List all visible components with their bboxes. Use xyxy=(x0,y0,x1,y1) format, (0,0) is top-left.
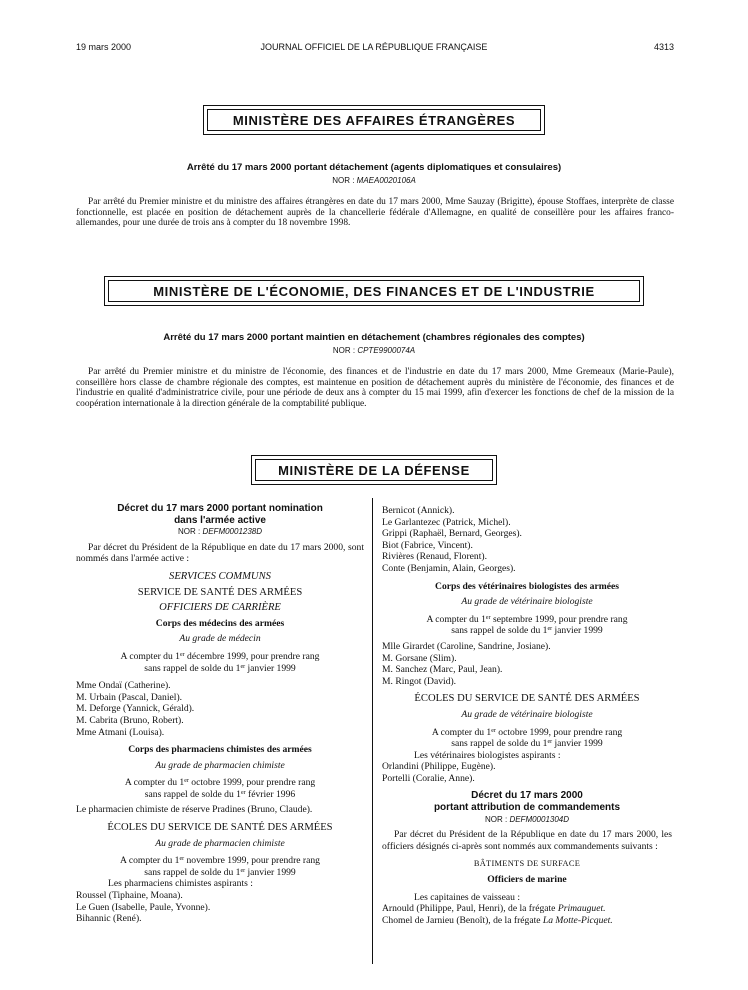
name-list xyxy=(382,641,672,687)
heading-officiers: OFFICIERS DE CARRIÈRE xyxy=(159,602,281,614)
list-item: Bernicot (Annick). xyxy=(382,505,455,516)
heading-batiments: BÂTIMENTS DE SURFACE xyxy=(473,859,581,869)
heading-services-communs: SERVICES COMMUNS xyxy=(169,570,271,582)
heading-officiers-marine: Officiers de marine xyxy=(487,874,567,886)
grade-label: Au grade de pharmacien chimiste xyxy=(155,759,285,771)
list-item: M. Deforge (Yannick, Gérald). xyxy=(76,703,195,715)
list-item: M. Ringot (David). xyxy=(382,675,457,687)
effective-date: sans rappel de solde du 1er janvier 1999 xyxy=(451,738,603,750)
arrete-text: Par arrêté du Premier ministre et du ministre des affaires étrangères en date du 17 mars 2000, Mme Sauzay (Brigitte), épouse Stoffaes, interprète de classe fonctionnelle, est placée en position de détachement auprès de la chancellerie fédérale d'Allemagne, en qualité de conseillère pour les affaires franco-allemandes, pour une durée de trois ans à compter du 18 novembre 1998. xyxy=(76,197,674,229)
name-list xyxy=(382,761,672,784)
heading-ecoles: ÉCOLES DU SERVICE DE SANTÉ DES ARMÉES xyxy=(107,822,333,834)
left-column xyxy=(76,503,364,925)
list-item: Arnould (Philippe, Paul, Henri), de la frégate Primauguet. xyxy=(382,903,606,915)
nor-reference: NOR : CPTE9900074A xyxy=(332,346,416,355)
list-item: Bihannic (René). xyxy=(76,913,142,925)
list-item: M. Sanchez (Marc, Paul, Jean). xyxy=(382,664,503,676)
heading-corps-pharmaciens: Corps des pharmaciens chimistes des armées xyxy=(128,744,312,756)
list-item: Le Garlantezec (Patrick, Michel). xyxy=(382,516,511,528)
name-list xyxy=(76,890,364,925)
ministry-title: MINISTÈRE DE LA DÉFENSE xyxy=(278,462,470,478)
list-item: Orlandini (Philippe, Eugène). xyxy=(382,761,496,773)
list-item: Biot (Fabrice, Vincent). xyxy=(382,539,473,551)
list-item: Mme Ondaï (Catherine). xyxy=(76,680,171,692)
name-list xyxy=(382,505,672,575)
header-journal-title: JOURNAL OFFICIEL DE LA RÉPUBLIQUE FRANÇAISE xyxy=(260,42,488,52)
list-item: Portelli (Coralie, Anne). xyxy=(382,772,475,784)
effective-date: sans rappel de solde du 1er janvier 1999 xyxy=(451,625,603,637)
list-item: Roussel (Tiphaine, Moana). xyxy=(76,890,183,902)
list-item: Grippi (Raphaël, Bernard, Georges). xyxy=(382,528,522,540)
grade-label: Au grade de vétérinaire biologiste xyxy=(461,708,593,720)
effective-date: sans rappel de solde du 1er février 1996 xyxy=(144,788,296,800)
list-item: Chomel de Jarnieu (Benoît), de la frégate La Motte-Picquet. xyxy=(382,914,613,926)
arrete-text: Par arrêté du Premier ministre et du ministre de l'économie, des finances et de l'industrie en date du 17 mars 2000, Mme Gremeaux (Marie-Paule), conseillère hors classe de chambre régionale des comptes, est maintenue en position de détachement auprès du ministère de l'économie, des finances et de l'industrie en qualité d'administratrice civile, pour une période de deux ans à compter du 15 mai 1999, afin d'exercer les fonctions de chef de la mission de la coopération internationale à la direction générale de la comptabilité publique. xyxy=(76,367,674,409)
name-list xyxy=(76,680,364,738)
capitaines-label: Les capitaines de vaisseau : xyxy=(414,891,521,903)
heading-corps-veterinaires: Corps des vétérinaires biologistes des armées xyxy=(435,580,619,592)
effective-date: A compter du 1er octobre 1999, pour prendre rang xyxy=(124,777,316,789)
list-item: Mlle Girardet (Caroline, Sandrine, Josiane). xyxy=(382,640,551,652)
effective-date: A compter du 1er décembre 1999, pour prendre rang xyxy=(120,650,320,662)
header-page-number: 4313 xyxy=(653,42,674,52)
heading-ecoles: ÉCOLES DU SERVICE DE SANTÉ DES ARMÉES xyxy=(414,693,640,705)
aspirants-label: Les vétérinaires biologistes aspirants : xyxy=(414,749,561,761)
arrete-title: Arrêté du 17 mars 2000 portant maintien en détachement (chambres régionales des comptes) xyxy=(163,332,585,343)
grade-label: Au grade de pharmacien chimiste xyxy=(155,837,285,849)
header-date: 19 mars 2000 xyxy=(76,42,132,52)
grade-label: Au grade de vétérinaire biologiste xyxy=(461,596,593,608)
list-item: Mme Atmani (Louisa). xyxy=(76,726,165,738)
effective-date: sans rappel de solde du 1er janvier 1999 xyxy=(144,866,296,878)
decree-intro: Par décret du Président de la République en date du 17 mars 2000, sont nommés dans l'armée active : xyxy=(76,541,364,565)
column-divider xyxy=(372,498,373,964)
ministry-title: MINISTÈRE DE L'ÉCONOMIE, DES FINANCES ET DE L'INDUSTRIE xyxy=(153,283,595,299)
right-column xyxy=(382,505,672,926)
list-item: Conte (Benjamin, Alain, Georges). xyxy=(382,562,516,574)
heading-service-sante: SERVICE DE SANTÉ DES ARMÉES xyxy=(137,586,303,598)
ministry-box-foreign-affairs xyxy=(203,105,545,135)
decree-title: Décret du 17 mars 2000 portant nomination xyxy=(117,503,323,514)
effective-date: A compter du 1er octobre 1999, pour prendre rang xyxy=(431,726,623,738)
effective-date: A compter du 1er septembre 1999, pour prendre rang xyxy=(426,613,628,625)
nor-reference: NOR : DEFM0001304D xyxy=(484,814,570,824)
list-item: M. Cabrita (Bruno, Robert). xyxy=(76,714,184,726)
list-item: Le Guen (Isabelle, Paule, Yvonne). xyxy=(76,901,211,913)
grade-label: Au grade de médecin xyxy=(179,633,261,645)
arrete-title: Arrêté du 17 mars 2000 portant détachement (agents diplomatiques et consulaires) xyxy=(186,162,562,173)
decree-intro: Par décret du Président de la République en date du 17 mars 2000, les officiers désignés ci-après sont nommés aux commandements suivants : xyxy=(382,829,672,852)
decree-title: dans l'armée active xyxy=(174,514,266,526)
effective-date: A compter du 1er novembre 1999, pour prendre rang xyxy=(120,855,320,867)
ministry-box-economy xyxy=(104,276,644,306)
heading-corps-medecins: Corps des médecins des armées xyxy=(155,617,285,629)
list-item: M. Urbain (Pascal, Daniel). xyxy=(76,691,183,703)
list-item: Le pharmacien chimiste de réserve Pradines (Bruno, Claude). xyxy=(76,804,313,816)
decree-title: Décret du 17 mars 2000 xyxy=(471,790,583,802)
list-item: Rivières (Renaud, Florent). xyxy=(382,551,487,563)
effective-date: sans rappel de solde du 1er janvier 1999 xyxy=(144,662,296,674)
list-item: M. Gorsane (Slim). xyxy=(382,652,457,664)
ministry-box-defense xyxy=(251,455,497,485)
aspirants-label: Les pharmaciens chimistes aspirants : xyxy=(108,878,253,890)
ministry-title: MINISTÈRE DES AFFAIRES ÉTRANGÈRES xyxy=(232,112,516,128)
decree-title: portant attribution de commandements xyxy=(433,802,621,814)
nor-reference: NOR : DEFM0001238D xyxy=(177,527,263,537)
nor-reference: NOR : MAEA0020106A xyxy=(332,176,416,185)
